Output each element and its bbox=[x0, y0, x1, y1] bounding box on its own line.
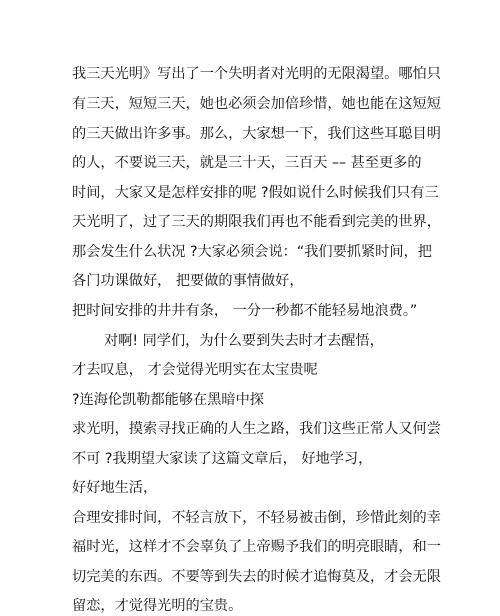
text-line-14: 不可 ?我期望大家读了这篇文章后， 好地学习， bbox=[72, 451, 373, 467]
text-line-17: 福时光，这样才不会辜负了上帝赐予我们的明亮眼睛，和一 bbox=[72, 539, 441, 555]
text-line-18: 切完美的东西。不要等到失去的时候才追悔莫及，才会无限 bbox=[72, 568, 441, 585]
text-line-19: 留恋，才觉得光明的宝贵。 bbox=[72, 598, 243, 614]
text-line-1: 我三天光明》写出了一个失明者对光明的无限渴望。哪怕只 bbox=[72, 66, 441, 82]
text-line-6: 天光明了，过了三天的期限我们再也不能看到完美的世界， bbox=[72, 214, 441, 230]
text-line-2: 有三天，短短三天，她也必须会加倍珍惜，她也能在这短短 bbox=[72, 96, 441, 112]
text-line-9: 把时间安排的井井有条， 一分一秒都不能轻易地浪费。” bbox=[72, 303, 418, 319]
text-line-13: 求光明，摸索寻找正确的人生之路，我们这些正常人又何尝 bbox=[72, 421, 441, 437]
text-line-11: 才去叹息， 才会觉得光明实在太宝贵呢 bbox=[72, 362, 318, 378]
text-line-10: 对啊! 同学们，为什么要到失去时才去醒悟， bbox=[104, 333, 384, 349]
text-line-5: 时间，大家又是怎样安排的呢 ?假如说什么时候我们只有三 bbox=[72, 185, 439, 201]
text-line-8: 各门功课做好， 把要做的事情做好， bbox=[72, 273, 304, 289]
text-line-3: 的三天做出许多事。那么，大家想一下，我们这些耳聪目明 bbox=[72, 126, 441, 142]
text-line-15: 好好地生活， bbox=[72, 480, 158, 496]
text-line-16: 合理安排时间，不轻言放下，不轻易被击倒，珍惜此刻的幸 bbox=[72, 510, 441, 526]
text-line-12: ?连海伦凯勒都能够在黑暗中探 bbox=[72, 392, 264, 408]
text-line-4: 的人，不要说三天，就是三十天，三百天 –– 甚至更多的 bbox=[72, 155, 422, 171]
text-line-7: 那会发生什么状况 ?大家必须会说：“我们要抓紧时间，把 bbox=[72, 244, 432, 260]
